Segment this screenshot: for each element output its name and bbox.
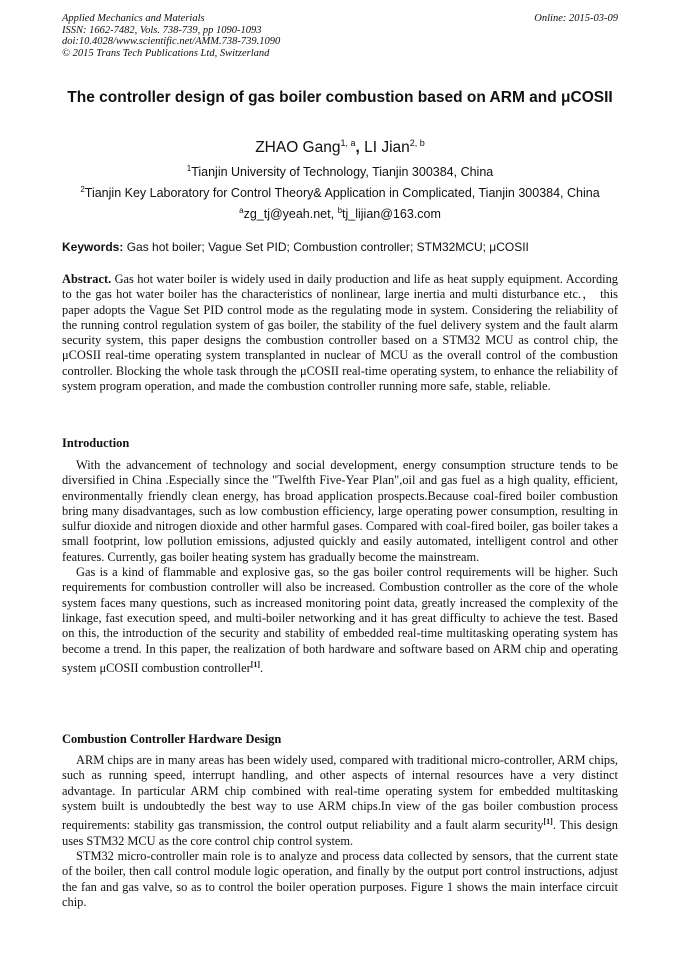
- author-2-sup: 2, b: [409, 138, 425, 148]
- hardware-paragraph-1-end: . This design uses STM32 MCU as the core control chip control system.: [62, 818, 618, 848]
- author-2-name: LI Jian: [364, 139, 410, 157]
- hardware-body: [62, 753, 618, 910]
- copyright-line: © 2015 Trans Tech Publications Ltd, Switzerland: [62, 47, 270, 59]
- intro-paragraph-2-end: .: [260, 660, 264, 675]
- issn-line: ISSN: 1662-7482, Vols. 738-739, pp 1090-1093: [62, 24, 262, 36]
- intro-paragraph-2: [62, 565, 618, 676]
- email-a: zg_tj@yeah.net,: [243, 207, 338, 222]
- affiliation-2: [40, 185, 640, 200]
- abstract-paragraph: [62, 272, 618, 394]
- abstract-text: Gas hot water boiler is widely used in daily production and life as heat supply equipment. According to the gas hot water boiler has the characteristics of nonlinear, large inertia and multi disturbance etc.， this paper adopts the Vague Set PID control mode as the regulating mode in system. Considering the reliability of the running control regulation system of gas boiler, the stability of the fuel delivery system and the fault alarm security system, this paper designs the combustion controller based on a STM32 MCU as control chip, the μCOSII real-time operating system transplanted in nuclear of MCU as the overall control of the combustion controller. Blocking the whole task through the μCOSII real-time operating system, to enhance the reliability of system program operation, and made the combustion controller running more safe, stable, reliable.: [62, 272, 618, 394]
- keywords: [62, 240, 618, 254]
- abstract-label: Abstract.: [62, 272, 112, 286]
- email-a-sup: a: [239, 206, 244, 215]
- affiliation-2-sup: 2: [80, 185, 85, 194]
- journal-name: Applied Mechanics and Materials: [62, 13, 205, 24]
- author-1-sup: 1, a: [340, 138, 356, 148]
- journal-header: [62, 13, 618, 59]
- keywords-label: Keywords:: [62, 240, 124, 254]
- email-line: [40, 206, 640, 221]
- online-date: Online: 2015-03-09: [534, 13, 618, 24]
- hardware-paragraph-2: STM32 micro-controller main role is to analyze and process data collected by sensors, that the current state of the boiler, then call control module logic operation, and finally by the output port control instructions, adjust the fan and gas valve, so as to control the boiler operation purposes. Figure 1 shows the main interface circuit chip.: [62, 848, 618, 909]
- author-1-name: ZHAO Gang: [255, 139, 341, 157]
- affiliation-2-text: Tianjin Key Laboratory for Control Theory& Application in Complicated, Tianjin 300384, China: [84, 186, 600, 201]
- introduction-body: [62, 458, 618, 676]
- affiliation-1-sup: 1: [186, 164, 192, 173]
- abstract: [62, 272, 618, 394]
- intro-paragraph-2-text: Gas is a kind of flammable and explosive gas, so the gas boiler control requirements will be higher. Such requirements for combustion controller will also be increased. Combustion controller as the core of the whole system faces many questions, such as increased monitoring point data, greatly increased the complexity of the linkage, fast execution speed, and multi-boiler networking and it has great difficulty to achieve the test. Based on this, the introduction of the security and stability of embedded real-time multitasking operating system has become a trend. In this paper, the realization of both hardware and software based on ARM chip and operating system μCOSII combustion controller: [62, 565, 618, 675]
- doi-line: doi:10.4028/www.scientific.net/AMM.738-739.1090: [62, 36, 281, 47]
- hardware-paragraph-1: [62, 753, 618, 849]
- paper-title: The controller design of gas boiler combustion based on ARM and μCOSII: [67, 89, 613, 106]
- citation-ref: [1]: [543, 817, 553, 827]
- citation-ref: [1]: [250, 659, 261, 669]
- affiliation-1: [40, 164, 640, 179]
- author-line: [62, 138, 618, 157]
- hardware-paragraph-1-text: ARM chips are in many areas has been widely used, compared with traditional micro-controller, ARM chips, such as running speed, interrupt handling, and other aspects of internal resources have a very distinct advantage. In particular ARM chip combined with real-time operating system for embedded multitasking system built is undoubtedly the best way to use ARM chips.In view of the gas boiler combustion process requirements: stability gas transmission, the control output reliability and a fault alarm security: [62, 753, 618, 833]
- intro-paragraph-1: With the advancement of technology and social development, energy consumption structure tends to be diversified in China .Especially since the "Twelfth Five-Year Plan",oil and gas fuel as a high quality, efficient, environmentally friendly clean energy, has broad application prospects.Because coal-fired boiler combustion bring many disadvantages, such as low combustion efficiency, large operating power consumption, resulting in sulfur dioxide and nitrogen dioxide and other harmful gases. Compared with coal-fired boiler, gas boiler takes a small footprint, low pollution emissions, adjusted quickly and easily automated, intelligent control and other features. Currently, gas boiler heating system has gradually become the mainstream.: [62, 458, 618, 564]
- email-b: tj_lijian@163.com: [342, 207, 441, 222]
- author-separator: ,: [355, 139, 365, 157]
- email-b-sup: b: [337, 206, 343, 215]
- section-heading-introduction: Introduction: [62, 436, 130, 450]
- affiliation-1-text: Tianjin University of Technology, Tianjin 300384, China: [191, 165, 494, 180]
- section-heading-hardware: Combustion Controller Hardware Design: [62, 732, 282, 746]
- keywords-text: Gas hot boiler; Vague Set PID; Combustion controller; STM32MCU; μCOSII: [123, 240, 529, 254]
